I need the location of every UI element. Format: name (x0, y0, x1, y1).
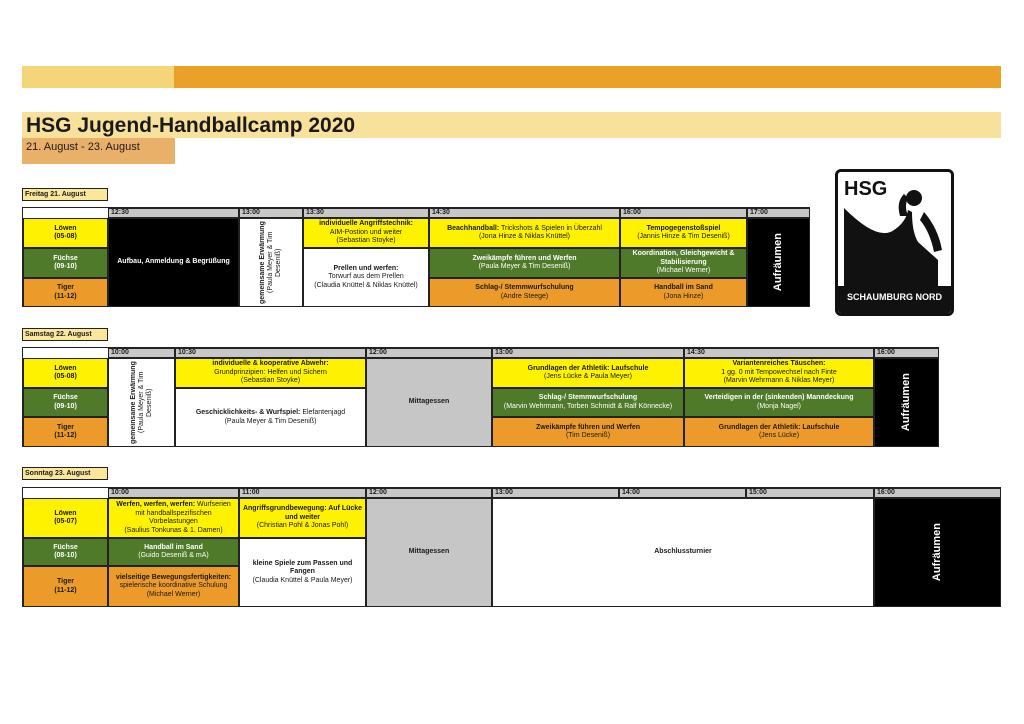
group-tiger: Tiger (11-12) (23, 417, 108, 447)
session-fuechse-tiger-a: Prellen und werfen: Torwurf aus dem Prellen (Claudia Knüttel & Niklas Knüttel) (303, 248, 429, 307)
session-fuechse-tiger-b: kleine Spiele zum Passen und Fangen (Claudia Knüttel & Paula Meyer) (239, 538, 366, 607)
session-aufbau: Aufbau, Anmeldung & Begrüßung (108, 218, 239, 307)
top-band-light (22, 66, 174, 88)
session-loewen-b: Beachhandball: Trickshots & Spielen in Überzahl (Jona Hinze & Niklas Knüttel) (429, 218, 620, 248)
session-fuechse-b: Zweikämpfe führen und Werfen (Paula Meyer & Tim Deseniß) (429, 248, 620, 278)
time-header: 12:30 (108, 208, 239, 218)
session-loewen-a: Werfen, werfen, werfen: Wurfserien mit handballspezifischen Vorbelastungen (Saulius Tonkunas & 1. Damen) (108, 498, 239, 538)
time-header: 10:30 (175, 348, 366, 358)
session-loewen-a: individuelle & kooperative Abwehr: Grundprinzipien: Helfen und Sichern (Sebastian Stoyke) (175, 358, 366, 388)
group-loewen: Löwen (05-08) (23, 358, 108, 388)
top-band-dark (174, 66, 1001, 88)
session-fuechse-tiger-a: Geschicklichkeits- & Wurfspiel: Elefantenjagd (Paula Meyer & Tim Deseniß) (175, 388, 366, 447)
group-loewen: Löwen (05-07) (23, 498, 108, 538)
time-header: 13:00 (492, 348, 684, 358)
session-tiger-a: vielseitige Bewegungsfertigkeiten: spielerische koordinative Schulung (Michael Werner) (108, 566, 239, 607)
time-header: 13:00 (239, 208, 303, 218)
time-header: 14:00 (619, 488, 746, 498)
hsg-logo (835, 169, 954, 316)
group-tiger: Tiger (11-12) (23, 566, 108, 607)
day-label-friday: Freitag 21. August (22, 188, 108, 201)
session-warmup: gemeinsame Erwärmung (Paula Meyer & Tim Deseniß) (239, 218, 303, 307)
session-loewen-b: Angriffsgrundbewegung: Auf Lücke und weiter (Christian Pohl & Jonas Pohl) (239, 498, 366, 538)
schedule-saturday (22, 347, 939, 447)
page-title: HSG Jugend-Handballcamp 2020 (26, 114, 356, 137)
group-fuechse: Füchse (09-10) (23, 388, 108, 417)
time-header: 12:00 (366, 488, 492, 498)
session-aufraeumen: Aufräumen (874, 498, 1001, 607)
day-label-saturday: Samstag 22. August (22, 328, 108, 341)
logo-text-bottom: SCHAUMBURG NORD (847, 292, 942, 302)
time-header: 15:00 (746, 488, 874, 498)
session-lunch: Mittagessen (366, 498, 492, 607)
time-header: 16:00 (874, 488, 1001, 498)
time-header: 10:00 (108, 348, 175, 358)
time-header: 13:30 (303, 208, 429, 218)
schedule-friday (22, 207, 810, 307)
time-header: 17:00 (747, 208, 810, 218)
session-loewen-b: Grundlagen der Athletik: Laufschule (Jens Lücke & Paula Meyer) (492, 358, 684, 388)
session-lunch: Mittagessen (366, 358, 492, 447)
session-fuechse-b: Schlag-/ Stemmwurfschulung (Marvin Wehrmann, Torben Schmidt & Ralf Könnecke) (492, 388, 684, 417)
session-fuechse-a: Handball im Sand (Guido Deseniß & mA) (108, 538, 239, 566)
day-label-sunday: Sonntag 23. August (22, 467, 108, 480)
logo-text-top: HSG (844, 178, 888, 200)
session-aufraeumen: Aufräumen (874, 358, 939, 447)
session-warmup: gemeinsame Erwärmung (Paula Meyer & Tim Deseniß) (108, 358, 175, 447)
time-header: 11:00 (239, 488, 366, 498)
group-fuechse: Füchse (09-10) (23, 248, 108, 278)
time-header: 13:00 (492, 488, 619, 498)
time-header: 16:00 (874, 348, 939, 358)
schedule-sunday (22, 487, 1001, 607)
time-header: 12:00 (366, 348, 492, 358)
group-fuechse: Füchse (08-10) (23, 538, 108, 566)
group-loewen: Löwen (05-08) (23, 218, 108, 248)
time-header: 14:30 (429, 208, 620, 218)
time-header: 16:00 (620, 208, 747, 218)
session-loewen-c: Tempogegenstoßspiel (Jannis Hinze & Tim Deseniß) (620, 218, 747, 248)
session-fuechse-c: Koordination, Gleichgewicht & Stabilisierung (Michael Werner) (620, 248, 747, 278)
session-aufraeumen: Aufräumen (747, 218, 810, 307)
session-tiger-c: Handball im Sand (Jona Hinze) (620, 278, 747, 307)
session-tiger-c: Grundlagen der Athletik: Laufschule (Jens Lücke) (684, 417, 874, 447)
time-header: 10:00 (108, 488, 239, 498)
session-fuechse-c: Verteidigen in der (sinkenden) Manndeckung (Monja Nagel) (684, 388, 874, 417)
group-tiger: Tiger (11-12) (23, 278, 108, 307)
date-range: 21. August - 23. August (22, 138, 175, 164)
session-loewen-c: Variantenreiches Täuschen: 1 gg. 0 mit Tempowechsel nach Finte (Marvin Wehrmann & Niklas Meyer) (684, 358, 874, 388)
session-loewen-a: individuelle Angriffstechnik: AIM-Postion und weiter (Sebastian Stoyke) (303, 218, 429, 248)
session-tiger-b: Schlag-/ Stemmwurfschulung (Andre Steege) (429, 278, 620, 307)
time-header: 14:30 (684, 348, 874, 358)
session-tiger-b: Zweikämpfe führen und Werfen (Tim Deseniß) (492, 417, 684, 447)
session-abschlussturnier: Abschlussturnier (492, 498, 874, 607)
